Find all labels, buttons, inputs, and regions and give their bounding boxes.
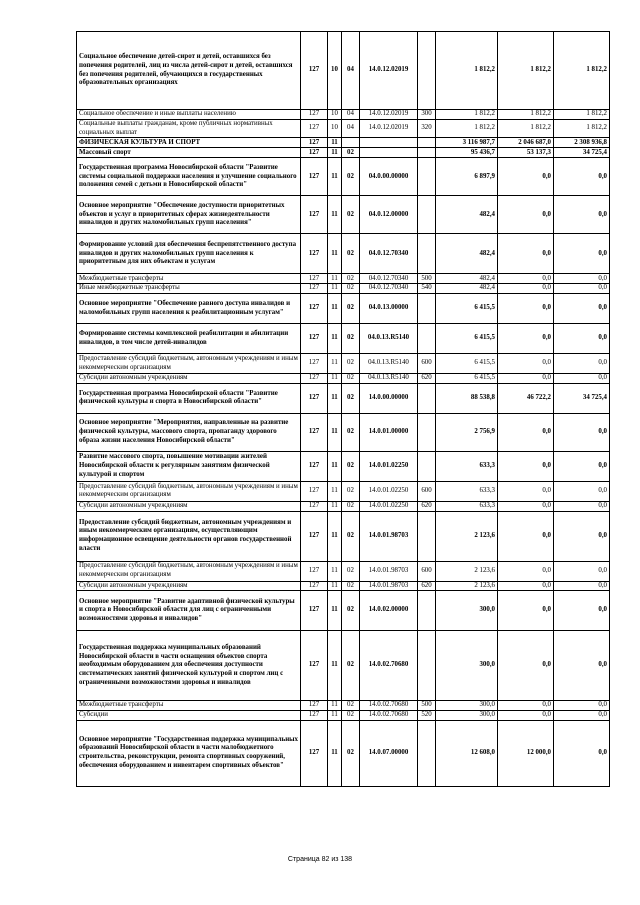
subsection-code-cell: 04 xyxy=(342,120,360,138)
amount-year1-cell: 3 116 987,7 xyxy=(436,138,498,148)
target-article-cell: 14.0.01.02250 xyxy=(360,501,418,511)
section-code-cell: 11 xyxy=(328,720,342,786)
amount-year1-cell: 300,0 xyxy=(436,710,498,720)
page-number: Страница 82 из 138 xyxy=(287,856,353,863)
section-code-cell: 10 xyxy=(328,120,342,138)
amount-year1-cell: 300,0 xyxy=(436,701,498,711)
row-name-cell: Субсидии автономным учреждениям xyxy=(77,374,301,384)
expense-type-cell: 500 xyxy=(418,274,436,284)
expense-type-cell xyxy=(418,32,436,110)
target-article-cell: 14.0.02.00000 xyxy=(360,591,418,631)
subsection-code-cell: 02 xyxy=(342,511,360,561)
amount-year2-cell: 0,0 xyxy=(498,234,554,274)
amount-year3-cell: 0,0 xyxy=(554,581,610,591)
expense-type-cell xyxy=(418,294,436,324)
amount-year1-cell: 633,3 xyxy=(436,451,498,481)
section-code-cell: 11 xyxy=(328,501,342,511)
section-code-cell: 11 xyxy=(328,631,342,701)
amount-year2-cell: 0,0 xyxy=(498,274,554,284)
section-code-cell: 11 xyxy=(328,324,342,354)
amount-year3-cell: 0,0 xyxy=(554,481,610,501)
table-row xyxy=(77,324,610,354)
amount-year2-cell: 0,0 xyxy=(498,324,554,354)
ministry-code-cell: 127 xyxy=(301,720,328,786)
amount-year3-cell: 2 308 936,8 xyxy=(554,138,610,148)
amount-year3-cell: 0,0 xyxy=(554,274,610,284)
target-article-cell: 14.0.01.98703 xyxy=(360,511,418,561)
table-row xyxy=(77,374,610,384)
target-article-cell: 14.0.01.02250 xyxy=(360,481,418,501)
ministry-code-cell: 127 xyxy=(301,110,328,120)
amount-year3-cell: 1 812,2 xyxy=(554,32,610,110)
ministry-code-cell: 127 xyxy=(301,710,328,720)
section-code-cell: 11 xyxy=(328,234,342,274)
expense-type-cell: 520 xyxy=(418,710,436,720)
expense-type-cell xyxy=(418,451,436,481)
amount-year1-cell: 482,4 xyxy=(436,196,498,234)
amount-year3-cell: 0,0 xyxy=(554,284,610,294)
target-article-cell: 14.0.02.70680 xyxy=(360,710,418,720)
ministry-code-cell: 127 xyxy=(301,591,328,631)
table-row xyxy=(77,591,610,631)
amount-year2-cell: 1 812,2 xyxy=(498,110,554,120)
expense-type-cell xyxy=(418,196,436,234)
row-name-cell: Массовый спорт xyxy=(77,148,301,158)
amount-year2-cell: 0,0 xyxy=(498,354,554,374)
table-row xyxy=(77,234,610,274)
ministry-code-cell: 127 xyxy=(301,701,328,711)
amount-year2-cell: 0,0 xyxy=(498,284,554,294)
row-name-cell: Субсидии xyxy=(77,710,301,720)
budget-table-body xyxy=(77,32,610,787)
subsection-code-cell: 02 xyxy=(342,158,360,196)
amount-year2-cell: 0,0 xyxy=(498,581,554,591)
target-article-cell: 04.0.00.00000 xyxy=(360,158,418,196)
section-code-cell: 11 xyxy=(328,511,342,561)
amount-year2-cell: 0,0 xyxy=(498,413,554,451)
table-row xyxy=(77,294,610,324)
section-code-cell: 11 xyxy=(328,274,342,284)
target-article-cell xyxy=(360,148,418,158)
row-name-cell: Формирование условий для обеспечения беспрепятственного доступа инвалидов и других маломобильных групп населения к приоритетным для них объектам и услугам xyxy=(77,234,301,274)
ministry-code-cell: 127 xyxy=(301,481,328,501)
table-row xyxy=(77,196,610,234)
expense-type-cell xyxy=(418,324,436,354)
amount-year2-cell: 1 812,2 xyxy=(498,120,554,138)
row-name-cell: Развитие массового спорта, повышение мотивации жителей Новосибирской области к регулярным занятиям физической культурой и спортом xyxy=(77,451,301,481)
subsection-code-cell: 02 xyxy=(342,451,360,481)
expense-type-cell xyxy=(418,148,436,158)
ministry-code-cell: 127 xyxy=(301,32,328,110)
amount-year2-cell: 0,0 xyxy=(498,374,554,384)
row-name-cell: Иные межбюджетные трансферты xyxy=(77,284,301,294)
amount-year2-cell: 0,0 xyxy=(498,196,554,234)
amount-year1-cell: 95 436,7 xyxy=(436,148,498,158)
subsection-code-cell: 02 xyxy=(342,561,360,581)
subsection-code-cell: 02 xyxy=(342,324,360,354)
target-article-cell: 14.0.01.98703 xyxy=(360,581,418,591)
subsection-code-cell: 02 xyxy=(342,294,360,324)
section-code-cell: 11 xyxy=(328,284,342,294)
ministry-code-cell: 127 xyxy=(301,383,328,413)
table-row xyxy=(77,274,610,284)
subsection-code-cell: 02 xyxy=(342,274,360,284)
amount-year1-cell: 2 123,6 xyxy=(436,511,498,561)
subsection-code-cell: 02 xyxy=(342,196,360,234)
amount-year2-cell: 0,0 xyxy=(498,481,554,501)
amount-year3-cell: 0,0 xyxy=(554,196,610,234)
ministry-code-cell: 127 xyxy=(301,354,328,374)
table-row xyxy=(77,451,610,481)
row-name-cell: Предоставление субсидий бюджетным, автономным учреждениям и иным некоммерческим организациям xyxy=(77,561,301,581)
section-code-cell: 11 xyxy=(328,148,342,158)
target-article-cell: 14.0.02.70680 xyxy=(360,631,418,701)
amount-year2-cell: 2 046 687,0 xyxy=(498,138,554,148)
ministry-code-cell: 127 xyxy=(301,451,328,481)
target-article-cell: 14.0.12.02019 xyxy=(360,32,418,110)
amount-year2-cell: 0,0 xyxy=(498,294,554,324)
expense-type-cell: 600 xyxy=(418,561,436,581)
subsection-code-cell: 02 xyxy=(342,148,360,158)
subsection-code-cell: 02 xyxy=(342,383,360,413)
table-row xyxy=(77,354,610,374)
table-row xyxy=(77,501,610,511)
amount-year2-cell: 0,0 xyxy=(498,511,554,561)
row-name-cell: Межбюджетные трансферты xyxy=(77,701,301,711)
target-article-cell: 14.0.01.98703 xyxy=(360,561,418,581)
subsection-code-cell xyxy=(342,138,360,148)
amount-year1-cell: 2 123,6 xyxy=(436,581,498,591)
expense-type-cell xyxy=(418,591,436,631)
row-name-cell: Предоставление субсидий бюджетным, автономным учреждениям и иным некоммерческим организациям xyxy=(77,481,301,501)
row-name-cell: Государственная программа Новосибирской области "Развитие физической культуры и спорта в Новосибирской области" xyxy=(77,383,301,413)
subsection-code-cell: 02 xyxy=(342,234,360,274)
target-article-cell: 04.0.13.R5140 xyxy=(360,354,418,374)
section-code-cell: 11 xyxy=(328,581,342,591)
table-row xyxy=(77,581,610,591)
target-article-cell: 14.0.07.00000 xyxy=(360,720,418,786)
target-article-cell: 04.0.12.70340 xyxy=(360,284,418,294)
amount-year1-cell: 482,4 xyxy=(436,284,498,294)
section-code-cell: 11 xyxy=(328,591,342,631)
table-row xyxy=(77,284,610,294)
table-row xyxy=(77,148,610,158)
amount-year3-cell: 0,0 xyxy=(554,720,610,786)
section-code-cell: 11 xyxy=(328,561,342,581)
row-name-cell: Государственная программа Новосибирской области "Развитие системы социальной поддержки населения и улучшение социального положения семей с детьми в Новосибирской области" xyxy=(77,158,301,196)
amount-year2-cell: 0,0 xyxy=(498,561,554,581)
amount-year1-cell: 6 415,5 xyxy=(436,354,498,374)
ministry-code-cell: 127 xyxy=(301,501,328,511)
section-code-cell: 11 xyxy=(328,481,342,501)
amount-year2-cell: 0,0 xyxy=(498,710,554,720)
amount-year3-cell: 0,0 xyxy=(554,631,610,701)
amount-year2-cell: 0,0 xyxy=(498,451,554,481)
amount-year3-cell: 0,0 xyxy=(554,354,610,374)
target-article-cell: 14.0.01.02250 xyxy=(360,451,418,481)
expense-type-cell: 600 xyxy=(418,354,436,374)
ministry-code-cell: 127 xyxy=(301,413,328,451)
row-name-cell: Основное мероприятие "Обеспечение равного доступа инвалидов и маломобильных групп населения к реабилитационным услугам" xyxy=(77,294,301,324)
row-name-cell: Социальное обеспечение детей-сирот и детей, оставшихся без попечения родителей, лиц из числа детей-сирот и детей, оставшихся без попечения родителей, обучающихся в государственных образовательных организациях xyxy=(77,32,301,110)
amount-year2-cell: 0,0 xyxy=(498,501,554,511)
amount-year1-cell: 1 812,2 xyxy=(436,110,498,120)
table-row xyxy=(77,631,610,701)
amount-year1-cell: 300,0 xyxy=(436,591,498,631)
table-row xyxy=(77,710,610,720)
target-article-cell: 04.0.13.R5140 xyxy=(360,324,418,354)
row-name-cell: Социальные выплаты гражданам, кроме публичных нормативных социальных выплат xyxy=(77,120,301,138)
amount-year2-cell: 53 137,3 xyxy=(498,148,554,158)
amount-year3-cell: 0,0 xyxy=(554,451,610,481)
section-code-cell: 11 xyxy=(328,374,342,384)
amount-year1-cell: 482,4 xyxy=(436,274,498,284)
subsection-code-cell: 02 xyxy=(342,481,360,501)
amount-year3-cell: 0,0 xyxy=(554,158,610,196)
expense-type-cell: 620 xyxy=(418,581,436,591)
subsection-code-cell: 02 xyxy=(342,284,360,294)
table-row xyxy=(77,110,610,120)
ministry-code-cell: 127 xyxy=(301,631,328,701)
row-name-cell: Основное мероприятие "Обеспечение доступности приоритетных объектов и услуг в приоритетных сферах жизнедеятельности инвалидов и других маломобильных групп населения" xyxy=(77,196,301,234)
subsection-code-cell: 02 xyxy=(342,374,360,384)
amount-year3-cell: 0,0 xyxy=(554,561,610,581)
ministry-code-cell: 127 xyxy=(301,148,328,158)
subsection-code-cell: 02 xyxy=(342,701,360,711)
expense-type-cell xyxy=(418,158,436,196)
ministry-code-cell: 127 xyxy=(301,374,328,384)
amount-year2-cell: 1 812,2 xyxy=(498,32,554,110)
ministry-code-cell: 127 xyxy=(301,324,328,354)
row-name-cell: Основное мероприятие "Государственная поддержка муниципальных образований Новосибирской области в части малобюджетного строительства, реконструкции, ремонта спортивных сооружений, обеспечения оборудованием и инвентарем спортивных объектов" xyxy=(77,720,301,786)
amount-year3-cell: 0,0 xyxy=(554,710,610,720)
amount-year3-cell: 0,0 xyxy=(554,294,610,324)
subsection-code-cell: 02 xyxy=(342,581,360,591)
section-code-cell: 11 xyxy=(328,383,342,413)
subsection-code-cell: 02 xyxy=(342,591,360,631)
section-code-cell: 11 xyxy=(328,196,342,234)
target-article-cell: 04.0.12.70340 xyxy=(360,274,418,284)
budget-table xyxy=(76,31,610,787)
section-code-cell: 11 xyxy=(328,354,342,374)
table-row xyxy=(77,701,610,711)
expense-type-cell xyxy=(418,720,436,786)
target-article-cell: 14.0.12.02019 xyxy=(360,120,418,138)
amount-year2-cell: 46 722,2 xyxy=(498,383,554,413)
amount-year2-cell: 0,0 xyxy=(498,701,554,711)
table-row xyxy=(77,120,610,138)
amount-year3-cell: 0,0 xyxy=(554,234,610,274)
row-name-cell: Межбюджетные трансферты xyxy=(77,274,301,284)
subsection-code-cell: 04 xyxy=(342,110,360,120)
section-code-cell: 10 xyxy=(328,32,342,110)
row-name-cell: Формирование системы комплексной реабилитации и абилитации инвалидов, в том числе детей-инвалидов xyxy=(77,324,301,354)
expense-type-cell: 540 xyxy=(418,284,436,294)
amount-year1-cell: 2 756,9 xyxy=(436,413,498,451)
target-article-cell: 04.0.13.R5140 xyxy=(360,374,418,384)
section-code-cell: 11 xyxy=(328,158,342,196)
section-code-cell: 11 xyxy=(328,710,342,720)
amount-year3-cell: 34 725,4 xyxy=(554,383,610,413)
amount-year1-cell: 1 812,2 xyxy=(436,120,498,138)
subsection-code-cell: 02 xyxy=(342,354,360,374)
amount-year1-cell: 12 608,0 xyxy=(436,720,498,786)
table-row xyxy=(77,413,610,451)
subsection-code-cell: 02 xyxy=(342,710,360,720)
expense-type-cell: 620 xyxy=(418,374,436,384)
row-name-cell: Основное мероприятие "Мероприятия, направленные на развитие физической культуры, массового спорта, пропаганду здорового образа жизни населения Новосибирской области" xyxy=(77,413,301,451)
amount-year1-cell: 1 812,2 xyxy=(436,32,498,110)
amount-year1-cell: 6 415,5 xyxy=(436,324,498,354)
table-row xyxy=(77,561,610,581)
amount-year1-cell: 633,3 xyxy=(436,481,498,501)
amount-year3-cell: 0,0 xyxy=(554,501,610,511)
row-name-cell: Субсидии автономным учреждениям xyxy=(77,501,301,511)
amount-year3-cell: 0,0 xyxy=(554,591,610,631)
target-article-cell: 04.0.12.70340 xyxy=(360,234,418,274)
table-row xyxy=(77,383,610,413)
expense-type-cell: 500 xyxy=(418,701,436,711)
amount-year1-cell: 300,0 xyxy=(436,631,498,701)
target-article-cell: 04.0.13.00000 xyxy=(360,294,418,324)
ministry-code-cell: 127 xyxy=(301,138,328,148)
subsection-code-cell: 02 xyxy=(342,631,360,701)
amount-year1-cell: 633,3 xyxy=(436,501,498,511)
section-code-cell: 11 xyxy=(328,294,342,324)
amount-year2-cell: 0,0 xyxy=(498,631,554,701)
amount-year2-cell: 0,0 xyxy=(498,158,554,196)
subsection-code-cell: 02 xyxy=(342,413,360,451)
ministry-code-cell: 127 xyxy=(301,511,328,561)
expense-type-cell xyxy=(418,234,436,274)
subsection-code-cell: 02 xyxy=(342,501,360,511)
amount-year3-cell: 0,0 xyxy=(554,511,610,561)
table-row xyxy=(77,32,610,110)
target-article-cell: 14.0.12.02019 xyxy=(360,110,418,120)
amount-year3-cell: 0,0 xyxy=(554,374,610,384)
row-name-cell: Предоставление субсидий бюджетным, автономным учреждениям и иным некоммерческим организациям, осуществляющим информационное освещение деятельности органов государственной власти xyxy=(77,511,301,561)
row-name-cell: Социальное обеспечение и иные выплаты населению xyxy=(77,110,301,120)
table-row xyxy=(77,481,610,501)
expense-type-cell: 620 xyxy=(418,501,436,511)
ministry-code-cell: 127 xyxy=(301,196,328,234)
row-name-cell: Субсидии автономным учреждениям xyxy=(77,581,301,591)
target-article-cell: 14.0.02.70680 xyxy=(360,701,418,711)
amount-year1-cell: 2 123,6 xyxy=(436,561,498,581)
amount-year2-cell: 0,0 xyxy=(498,591,554,631)
amount-year1-cell: 6 415,5 xyxy=(436,294,498,324)
table-row xyxy=(77,158,610,196)
expense-type-cell: 600 xyxy=(418,481,436,501)
amount-year3-cell: 0,0 xyxy=(554,413,610,451)
ministry-code-cell: 127 xyxy=(301,561,328,581)
amount-year2-cell: 12 000,0 xyxy=(498,720,554,786)
table-row xyxy=(77,720,610,786)
row-name-cell: Основное мероприятие "Развитие адаптивной физической культуры и спорта в Новосибирской области для лиц с ограниченными возможностями здоровья и инвалидов" xyxy=(77,591,301,631)
target-article-cell xyxy=(360,138,418,148)
amount-year3-cell: 1 812,2 xyxy=(554,120,610,138)
section-code-cell: 11 xyxy=(328,451,342,481)
amount-year1-cell: 6 897,9 xyxy=(436,158,498,196)
target-article-cell: 04.0.12.00000 xyxy=(360,196,418,234)
table-row xyxy=(77,138,610,148)
section-code-cell: 11 xyxy=(328,413,342,451)
amount-year1-cell: 88 538,8 xyxy=(436,383,498,413)
table-row xyxy=(77,511,610,561)
expense-type-cell xyxy=(418,413,436,451)
expense-type-cell xyxy=(418,511,436,561)
section-code-cell: 10 xyxy=(328,110,342,120)
expense-type-cell: 300 xyxy=(418,110,436,120)
expense-type-cell xyxy=(418,383,436,413)
ministry-code-cell: 127 xyxy=(301,234,328,274)
row-name-cell: Государственная поддержка муниципальных образований Новосибирской области в части оснащения объектов спорта необходимым оборудованием для обеспечения доступности систематических занятий физической культурой и спортом лиц с ограниченными возможностями здоровья и инвалидов xyxy=(77,631,301,701)
section-code-cell: 11 xyxy=(328,701,342,711)
target-article-cell: 14.0.00.00000 xyxy=(360,383,418,413)
ministry-code-cell: 127 xyxy=(301,284,328,294)
subsection-code-cell: 02 xyxy=(342,720,360,786)
section-code-cell: 11 xyxy=(328,138,342,148)
row-name-cell: Предоставление субсидий бюджетным, автономным учреждениям и иным некоммерческим организациям xyxy=(77,354,301,374)
ministry-code-cell: 127 xyxy=(301,581,328,591)
amount-year3-cell: 0,0 xyxy=(554,701,610,711)
amount-year3-cell: 0,0 xyxy=(554,324,610,354)
row-name-cell: ФИЗИЧЕСКАЯ КУЛЬТУРА И СПОРТ xyxy=(77,138,301,148)
subsection-code-cell: 04 xyxy=(342,32,360,110)
ministry-code-cell: 127 xyxy=(301,158,328,196)
expense-type-cell xyxy=(418,631,436,701)
ministry-code-cell: 127 xyxy=(301,294,328,324)
amount-year3-cell: 34 725,4 xyxy=(554,148,610,158)
expense-type-cell xyxy=(418,138,436,148)
ministry-code-cell: 127 xyxy=(301,120,328,138)
target-article-cell: 14.0.01.00000 xyxy=(360,413,418,451)
expense-type-cell: 320 xyxy=(418,120,436,138)
ministry-code-cell: 127 xyxy=(301,274,328,284)
amount-year1-cell: 6 415,5 xyxy=(436,374,498,384)
amount-year1-cell: 482,4 xyxy=(436,234,498,274)
amount-year3-cell: 1 812,2 xyxy=(554,110,610,120)
